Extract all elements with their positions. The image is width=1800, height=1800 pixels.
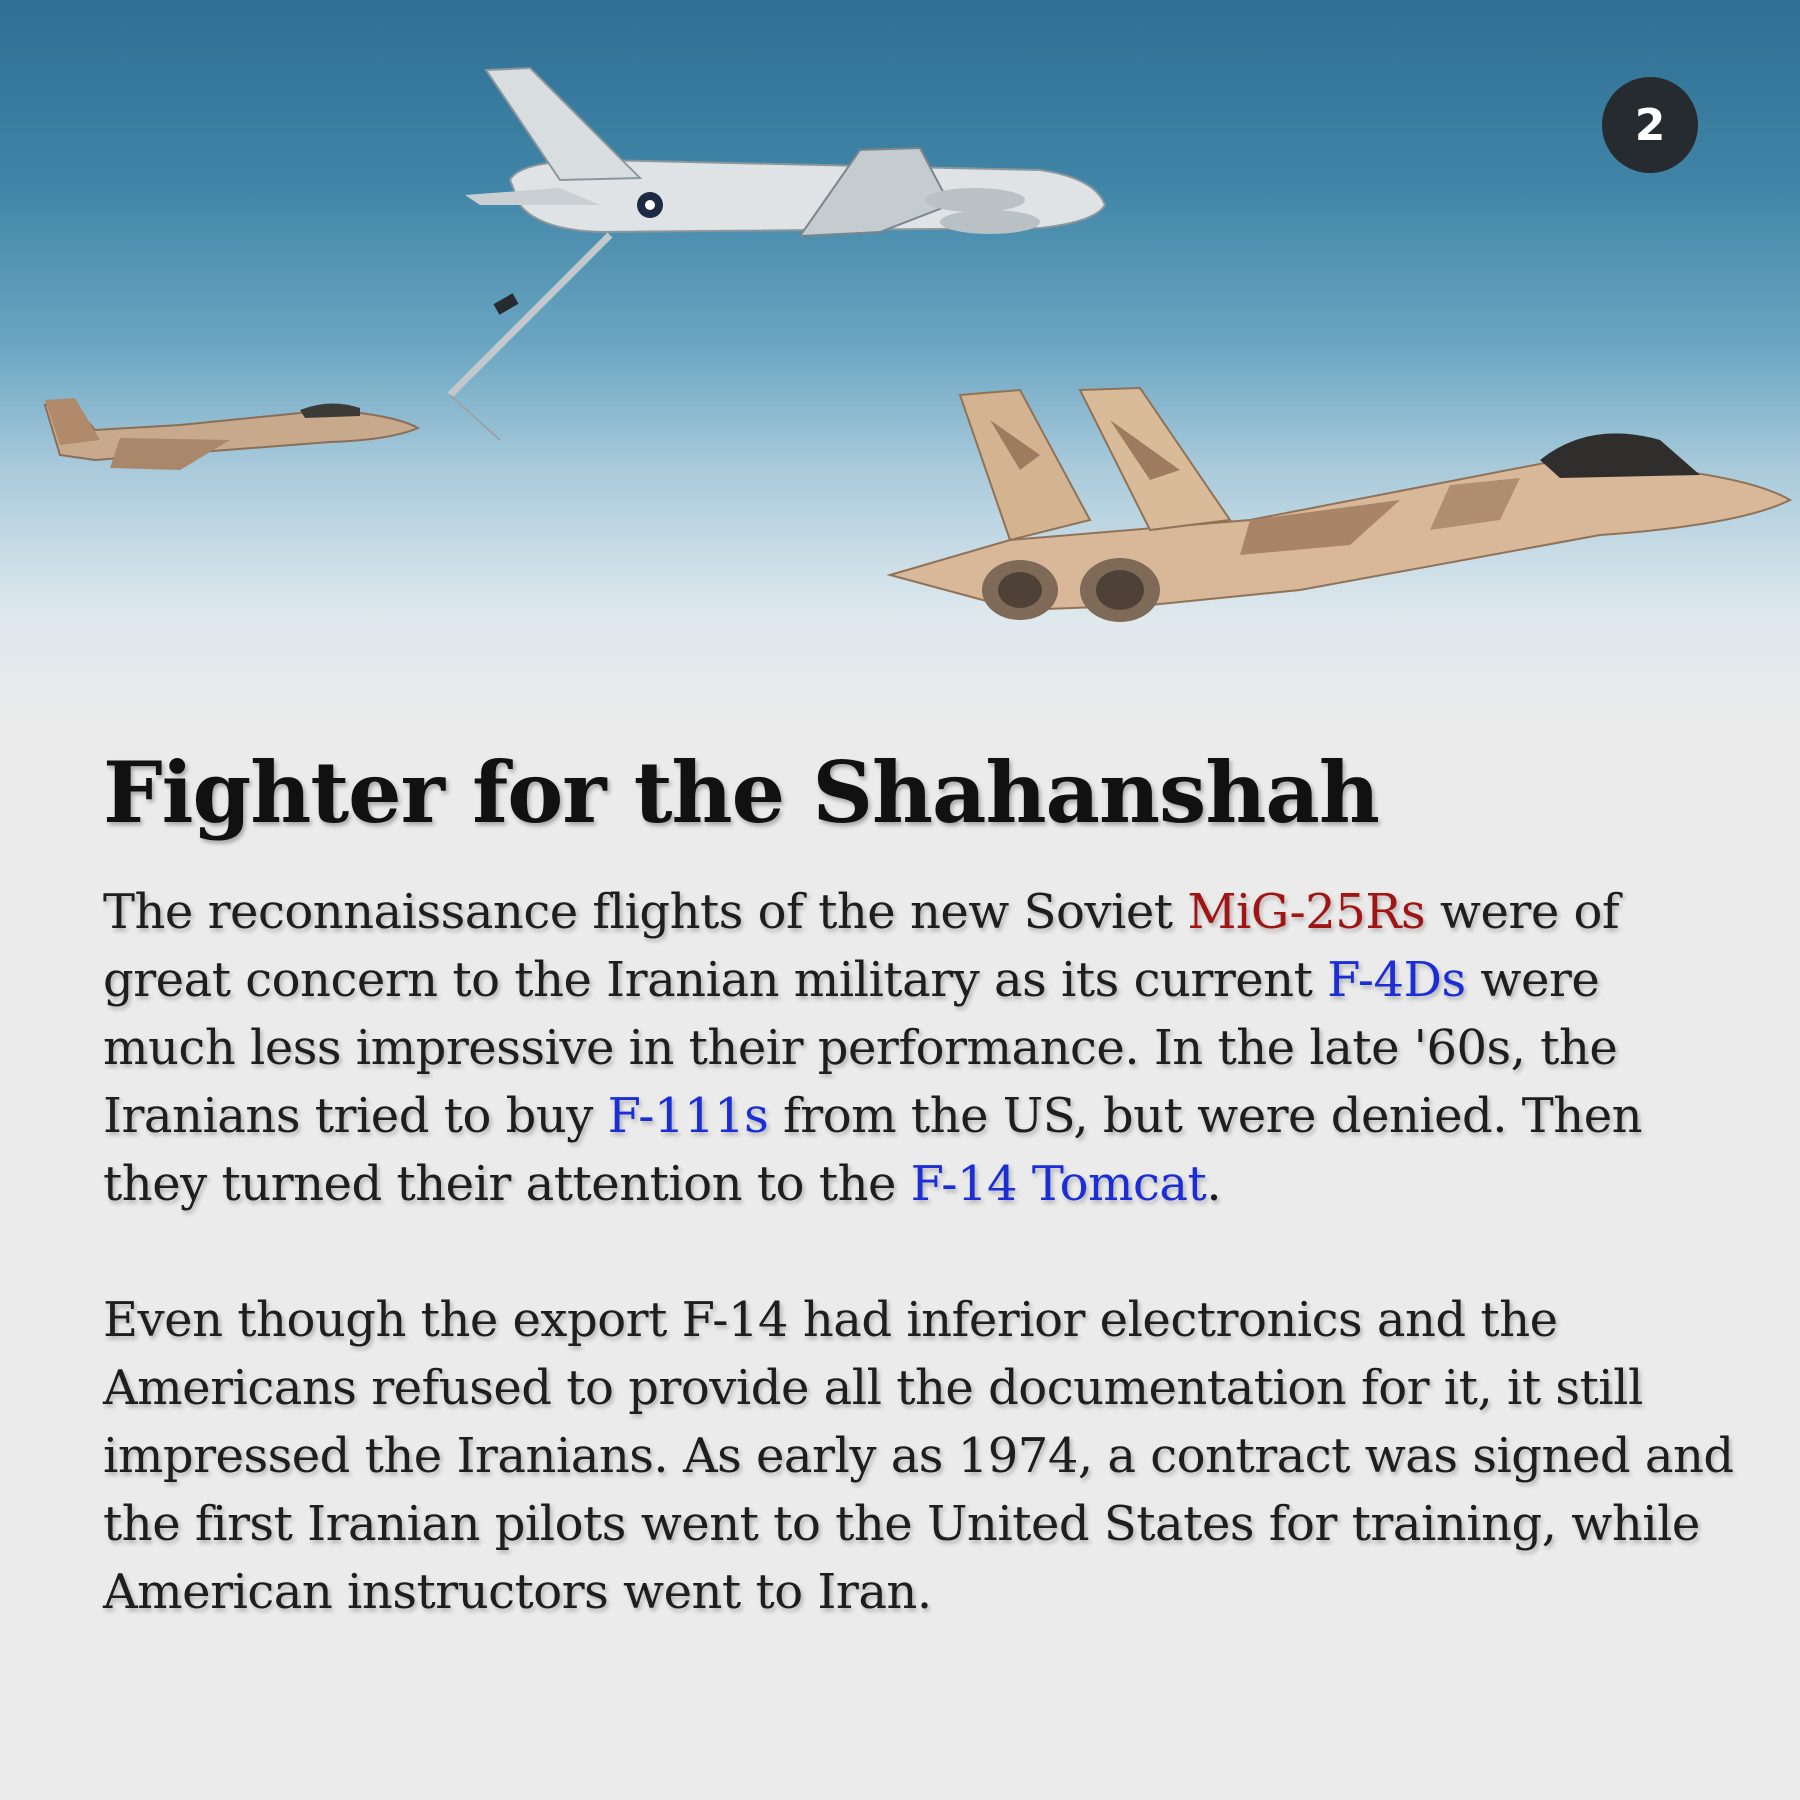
tanker-aircraft-icon [450, 68, 1105, 440]
page-title: Fighter for the Shahanshah [103, 743, 1379, 842]
paragraph-2: Even though the export F-14 had inferior electronics and the Americans refused to provide all the documentation for it, it still impressed the Iranians. As early as 1974, a contract was signed and the first Iranian pilots went to the United States for training, while American instructors went to Iran. [103, 1292, 1734, 1620]
page-number-badge: 2 [1602, 77, 1698, 173]
highlight-f-111s: F-111s [607, 1088, 769, 1144]
paragraph-1-text-e: . [1206, 1156, 1222, 1212]
paragraph-1-text-a: The reconnaissance flights of the new Soviet [103, 884, 1188, 940]
paragraph-1-text-b: were of great concern to the Iranian military as its current [103, 884, 1620, 1008]
small-fighter-jet-icon [45, 398, 418, 470]
highlight-f-14-tomcat: F-14 Tomcat [910, 1156, 1207, 1212]
article-content [103, 738, 1743, 1626]
paragraph-1 [103, 878, 1743, 1218]
paragraph-1-text-c: were much less impressive in their performance. In the late '60s, the Iranians tried to buy [103, 952, 1618, 1144]
large-fighter-jet-icon [890, 388, 1790, 622]
highlight-f-4ds: F-4Ds [1327, 952, 1466, 1008]
header-photo [0, 0, 1800, 720]
highlight-mig-25rs: MiG-25Rs [1187, 884, 1426, 940]
aircraft-illustration [0, 0, 1800, 720]
paragraph-1-text-d: from the US, but were denied. Then they turned their attention to the [103, 1088, 1643, 1212]
